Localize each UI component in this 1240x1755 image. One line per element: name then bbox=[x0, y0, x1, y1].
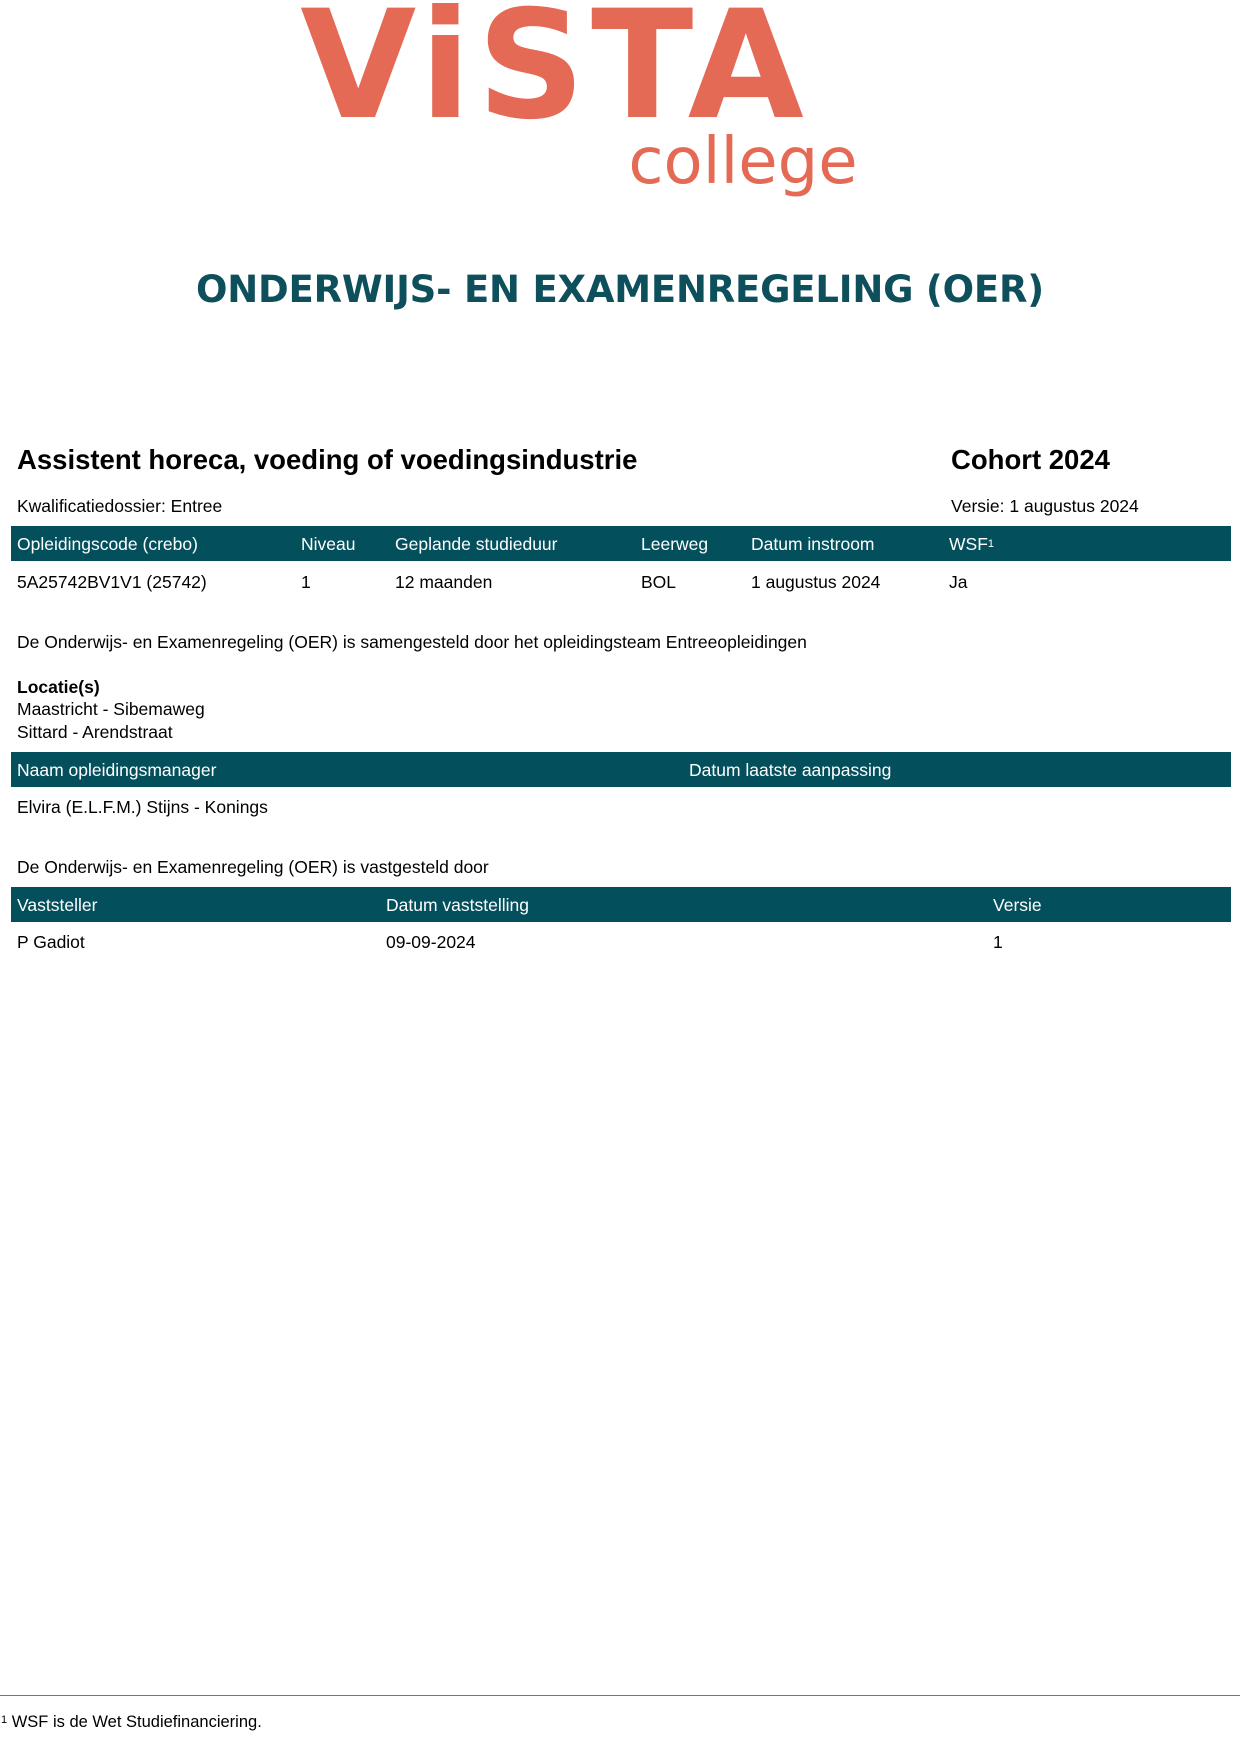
locations-label: Locatie(s) bbox=[17, 677, 100, 697]
footnote-divider bbox=[0, 1695, 1240, 1696]
footnote-marker: 1 bbox=[1, 1714, 8, 1726]
header-niveau: Niveau bbox=[301, 534, 356, 554]
footnote-ref: 1 bbox=[987, 538, 995, 550]
header-versie: Versie bbox=[993, 895, 1042, 915]
header-wsf-label: WSF bbox=[949, 534, 988, 554]
cell-wsf: Ja bbox=[949, 572, 968, 592]
location-item: Sittard - Arendstraat bbox=[17, 722, 173, 742]
cell-leerweg: BOL bbox=[641, 572, 677, 592]
composed-by-text: De Onderwijs- en Examenregeling (OER) is samengesteld door het opleidingsteam Entreeopleidingen bbox=[17, 632, 807, 652]
establishment-table-header bbox=[11, 887, 1231, 922]
cell-manager: Elvira (E.L.F.M.) Stijns - Konings bbox=[17, 797, 268, 817]
qualification-dossier: Kwalificatiedossier: Entree bbox=[17, 496, 223, 516]
header-wsf bbox=[949, 534, 994, 555]
header-vaststeller: Vaststeller bbox=[17, 895, 98, 915]
cell-code: 5A25742BV1V1 (25742) bbox=[17, 572, 207, 592]
cell-vaststeller: P Gadiot bbox=[17, 932, 85, 952]
manager-table-header bbox=[11, 752, 1231, 787]
header-leerweg: Leerweg bbox=[641, 534, 709, 554]
cell-datum-vaststelling: 09-09-2024 bbox=[386, 932, 476, 952]
header-datum-vaststelling: Datum vaststelling bbox=[386, 895, 529, 915]
vista-college-logo bbox=[0, 0, 1240, 205]
cell-instroom: 1 augustus 2024 bbox=[751, 572, 881, 592]
cohort: Cohort 2024 bbox=[951, 444, 1110, 475]
program-name: Assistent horeca, voeding of voedingsindustrie bbox=[17, 444, 638, 475]
logo-sub: college bbox=[628, 125, 858, 199]
cell-niveau: 1 bbox=[301, 572, 311, 592]
cell-versie: 1 bbox=[993, 932, 1003, 952]
header-instroom: Datum instroom bbox=[751, 534, 875, 554]
version-date: Versie: 1 augustus 2024 bbox=[951, 496, 1139, 516]
logo-graphic bbox=[0, 0, 1240, 205]
logo-word: ViSTA bbox=[300, 0, 810, 153]
footnote bbox=[1, 1713, 262, 1732]
page-title: ONDERWIJS- EN EXAMENREGELING (OER) bbox=[196, 268, 1044, 311]
established-by-text: De Onderwijs- en Examenregeling (OER) is vastgesteld door bbox=[17, 857, 489, 877]
location-item: Maastricht - Sibemaweg bbox=[17, 699, 205, 719]
header-last-modified: Datum laatste aanpassing bbox=[689, 760, 892, 780]
cell-duur: 12 maanden bbox=[395, 572, 493, 592]
header-duur: Geplande studieduur bbox=[395, 534, 558, 554]
header-manager: Naam opleidingsmanager bbox=[17, 760, 217, 780]
footnote-text: WSF is de Wet Studiefinanciering. bbox=[11, 1713, 262, 1731]
program-table-header bbox=[11, 526, 1231, 561]
header-code: Opleidingscode (crebo) bbox=[17, 534, 198, 554]
